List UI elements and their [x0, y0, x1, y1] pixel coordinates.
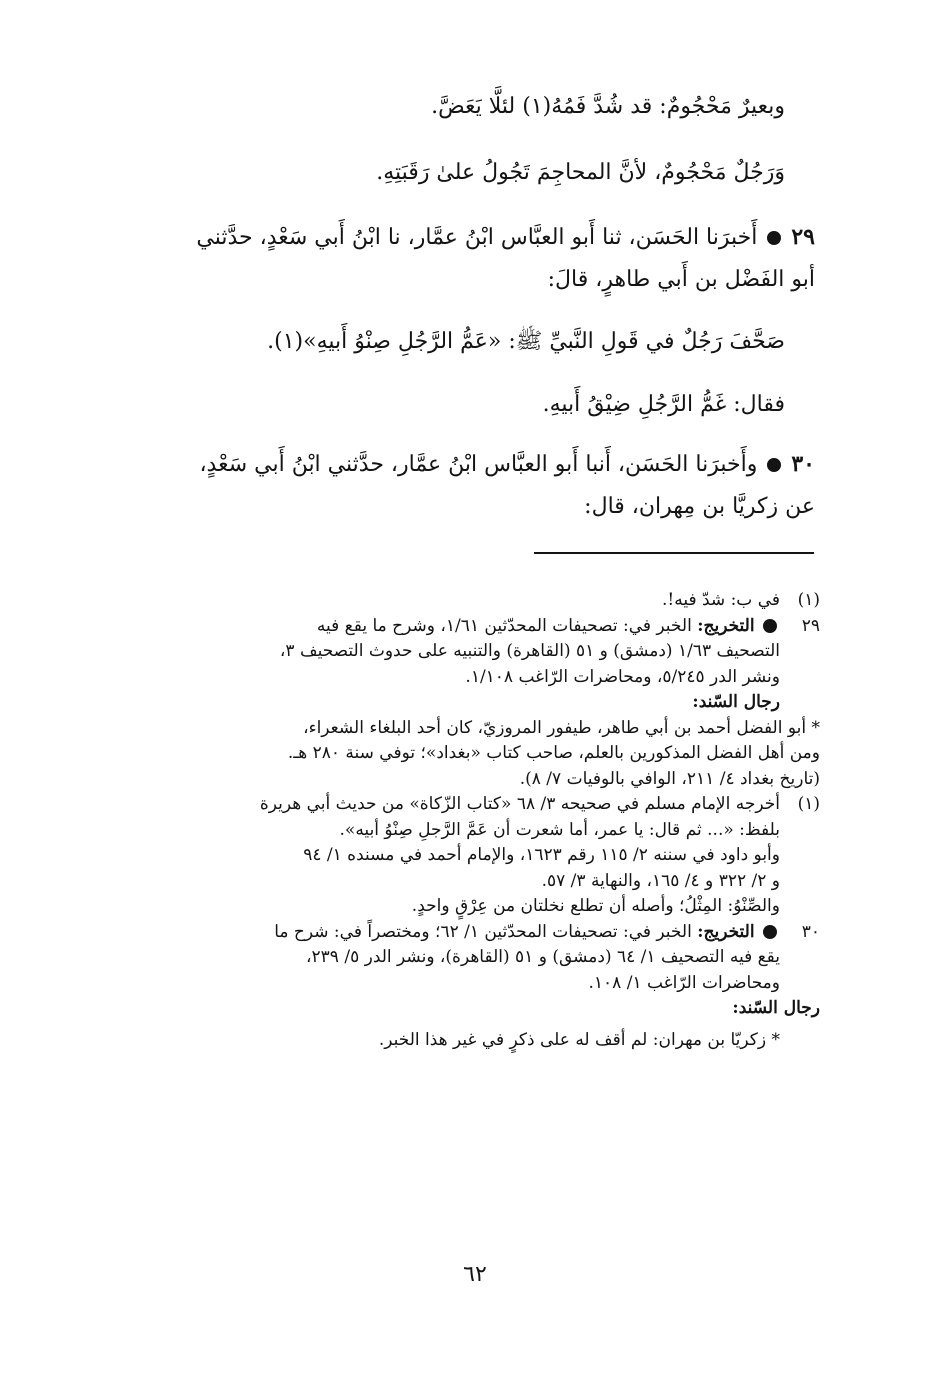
takhrij-note: ٣٠ التخريج: الخبر في: تصحيفات المحدّثين ١/ ٦٢؛ ومختصراً في: شرح ما	[274, 921, 820, 942]
main-text	[125, 92, 815, 519]
main-line: ٢٩ أَخبرَنا الحَسَن، ثنا أَبو العبَّاس ابْنُ عمَّار، نا ابْنُ أَبي سَعْدٍ، حدَّثني	[196, 224, 815, 250]
bullet-icon	[763, 619, 777, 633]
bullet-icon	[767, 458, 781, 472]
hadith-number: ٢٩	[791, 224, 815, 250]
rijal-heading: رجال السّند:	[692, 692, 780, 712]
hadith-number: ٣٠	[791, 451, 815, 477]
footnote-line: و ٢/ ٣٢٢ و ٤/ ١٦٥، والنهاية ٣/ ٥٧.	[541, 870, 780, 891]
footnote-line: بلفظ: «... ثم قال: يا عمر، أما شعرت أن عَمَّ الرَّجلِ صِنْوُ أبيه».	[339, 819, 780, 840]
main-line: أبو الفَضْل بن أَبي طاهرٍ، قالَ:	[547, 267, 815, 292]
footnotes	[130, 588, 820, 1053]
main-line: وبعيرٌ مَحْجُومٌ: قد شُدَّ فَمُهُ(١) لئلَّا يَعَضَّ.	[431, 94, 785, 119]
footnote: (١)في ب: شدّ فيه!.	[661, 590, 820, 610]
footnote-line: والصِّنْوُ: المِثْلُ؛ وأصله أن تطلع نخلتان من عِرْقٍ واحدٍ.	[411, 896, 780, 916]
main-line: عن زكريَّا بن مِهران، قال:	[584, 494, 815, 519]
footnote-line: يقع فيه التصحيف ١/ ٦٤ (دمشق) و ٥١ (القاهرة)، ونشر الدر ٥/ ٢٣٩،	[306, 947, 780, 967]
footnote-line: ومن أهل الفضل المذكورين بالعلم، صاحب كتاب «بغداد»؛ توفي سنة ٢٨٠ هـ.	[287, 743, 820, 763]
footnote-line: (تاريخ بغداد ٤/ ٢١١، الوافي بالوفيات ٧/ ٨).	[519, 768, 820, 789]
footnote-line: ونشر الدر ٥/٢٤٥، ومحاضرات الرّاغب ١/١٠٨.	[465, 666, 780, 687]
takhrij-note: ٢٩ التخريج: الخبر في: تصحيفات المحدّثين ١/٦١، وشرح ما يقع فيه	[316, 615, 820, 636]
main-line: فقال: غَمُّ الرَّجُلِ ضِيْقُ أَبيهِ.	[542, 392, 785, 417]
footnote: (١)أخرجه الإمام مسلم في صحيحه ٣/ ٦٨ «كتاب الزّكاة» من حديث أبي هريرة	[259, 794, 820, 814]
main-line: صَحَّفَ رَجُلٌ في قَولِ النَّبيِّ ﷺ: «عَمُّ الرَّجُلِ صِنْوُ أَبيهِ»(١).	[267, 329, 785, 354]
bullet-icon	[763, 925, 777, 939]
footnote-line: وأبو داود في سننه ٢/ ١١٥ رقم ١٦٢٣، والإمام أحمد في مسنده ١/ ٩٤	[303, 845, 780, 865]
main-line: ٣٠ وأَخبرَنا الحَسَن، أَنبا أَبو العبَّاس ابْنُ عمَّار، حدَّثني ابْنُ أَبي سَعْدٍ،	[199, 451, 815, 477]
footnote-line: التصحيف ١/٦٣ (دمشق) و ٥١ (القاهرة) والتنبيه على حدوث التصحيف ٣،	[279, 641, 780, 661]
footnote-line: * أبو الفضل أحمد بن أبي طاهر، طيفور المروزيّ، كان أحد البلغاء الشعراء،	[303, 717, 820, 738]
rijal-heading: رجال السّند:	[732, 998, 820, 1018]
footnote-separator	[534, 552, 814, 554]
bullet-icon	[767, 231, 781, 245]
footnote-line: ومحاضرات الرّاغب ١/ ١٠٨.	[588, 972, 780, 993]
footnote-line: * زكريّا بن مهران: لم أقف له على ذكرٍ في غير هذا الخبر.	[378, 1029, 780, 1050]
main-line: وَرَجُلٌ مَحْجُومٌ، لأنَّ المحاجِمَ تَجُولُ علىٰ رَقَبَتِهِ.	[376, 160, 785, 185]
page-number: ٦٢	[463, 1262, 487, 1287]
